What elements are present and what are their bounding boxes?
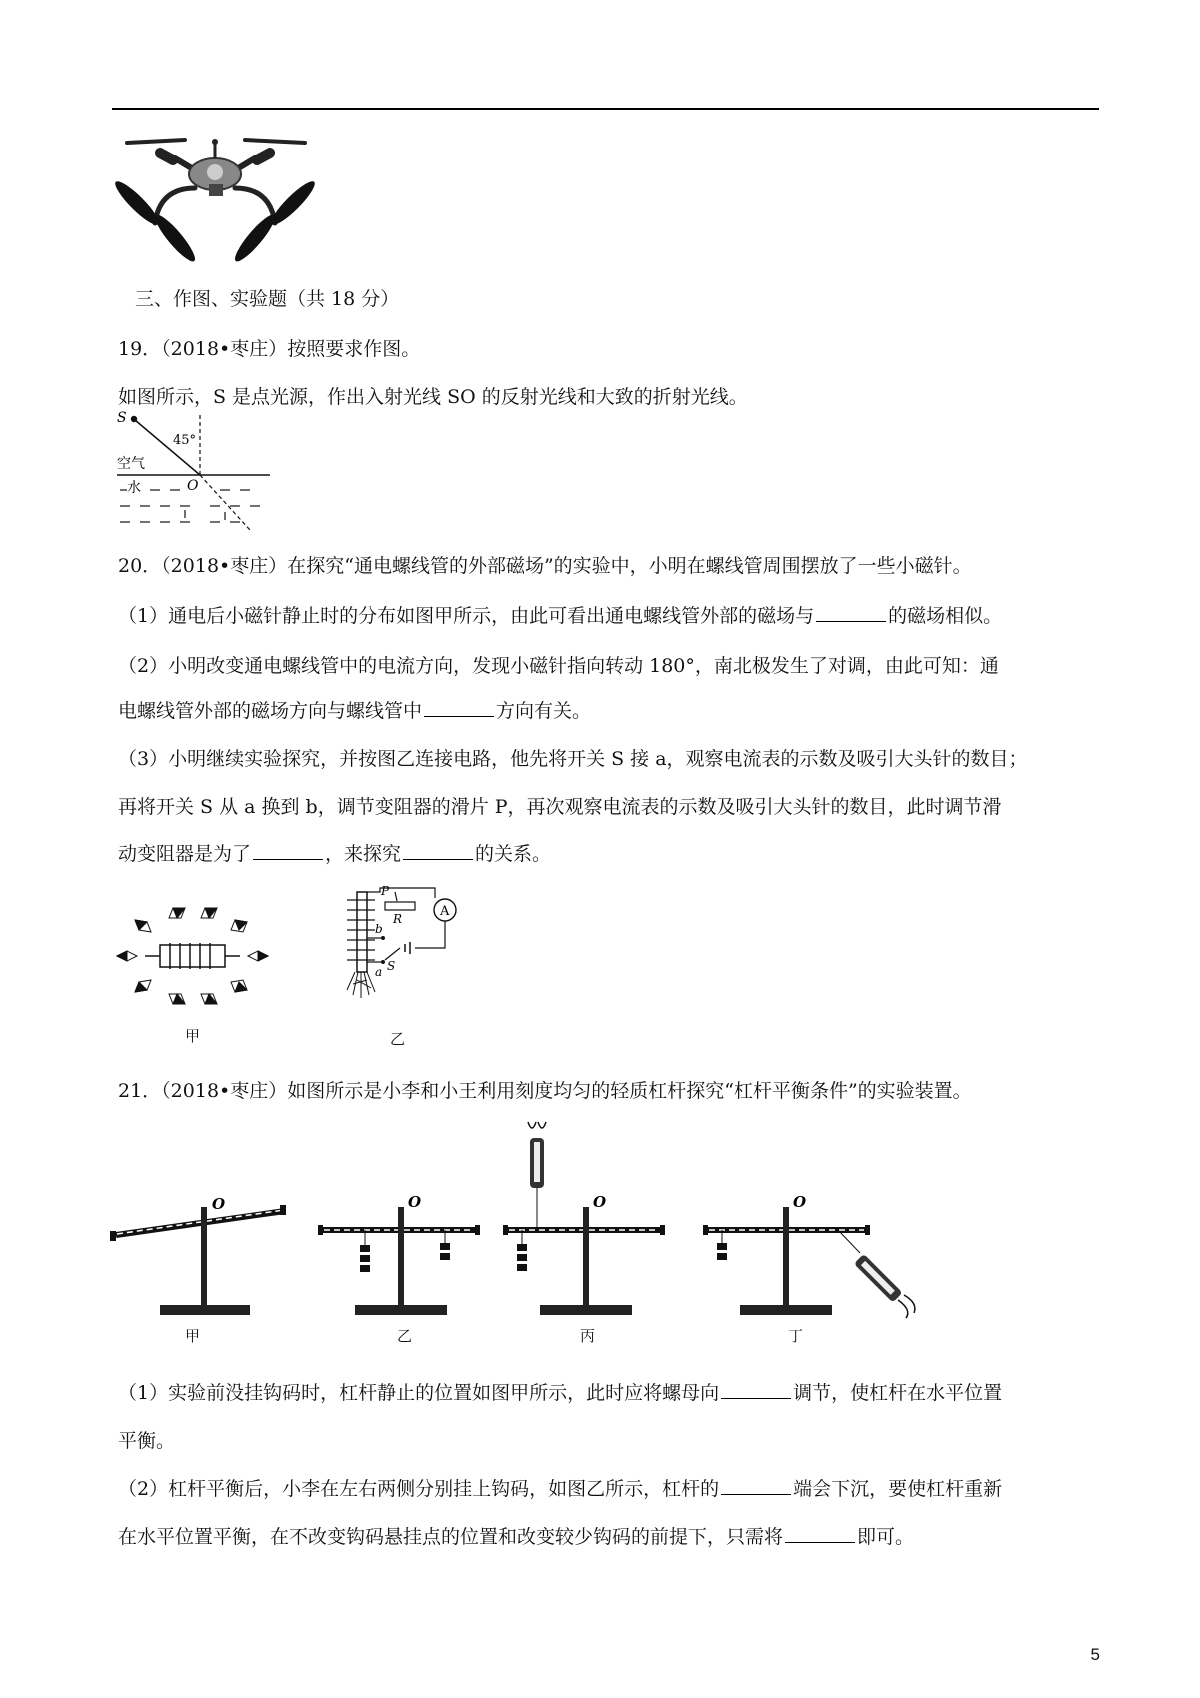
fig20-a-label: a xyxy=(375,965,383,979)
fig20-yi-label: 乙 xyxy=(390,1030,406,1048)
fig19-o-label: O xyxy=(187,478,199,494)
q20-part3-text-c: 的关系。 xyxy=(475,843,552,865)
drone-figure xyxy=(115,128,315,263)
answer-blank[interactable] xyxy=(721,1380,791,1399)
q21-part2-line1 xyxy=(118,1476,1002,1502)
q20-part2-text-a: 电螺线管外部的磁场方向与螺线管中 xyxy=(118,700,423,722)
lever-figure-jia xyxy=(110,1185,300,1320)
answer-blank[interactable] xyxy=(424,698,494,717)
fig21-jia-pivot: O xyxy=(212,1195,226,1213)
fig21-bing-label: 丙 xyxy=(580,1327,596,1345)
q20-part1 xyxy=(118,603,1002,629)
lever-figure-bing xyxy=(500,1120,670,1320)
q20-part3-line1: （3）小明继续实验探究，并按图乙连接电路，他先将开关 S 接 a，观察电流表的示数及吸引大头针的数目； xyxy=(118,748,1028,770)
fig19-s-label: S xyxy=(117,410,127,426)
q21-part2-text-a: （2）杠杆平衡后，小李在左右两侧分别挂上钩码，如图乙所示，杠杆的 xyxy=(118,1478,720,1500)
fig20-b-label: b xyxy=(375,922,383,936)
lever-figure-yi xyxy=(315,1185,485,1320)
lever-figure-ding xyxy=(700,1185,920,1320)
q21-part2-text-b: 端会下沉，要使杠杆重新 xyxy=(793,1478,1003,1500)
answer-blank[interactable] xyxy=(253,841,323,860)
q20-part3-line2: 再将开关 S 从 a 换到 b，调节变阻器的滑片 P，再次观察电流表的示数及吸引大头针的数目，此时调节滑 xyxy=(118,796,1002,818)
q21-part1-text-b: 调节，使杠杆在水平位置 xyxy=(793,1382,1003,1404)
fig20-jia-label: 甲 xyxy=(185,1027,201,1045)
q20-title: 20．（2018•枣庄）在探究“通电螺线管的外部磁场”的实验中，小明在螺线管周围摆放了一些小磁针。 xyxy=(118,555,972,577)
header-rule xyxy=(112,108,1099,110)
q21-part2-text-c: 在水平位置平衡，在不改变钩码悬挂点的位置和改变较少钩码的前提下，只需将 xyxy=(118,1526,784,1548)
q20-part1-text-b: 的磁场相似。 xyxy=(888,605,1003,627)
fig21-yi-label: 乙 xyxy=(397,1327,413,1345)
q20-part2-line2 xyxy=(118,698,591,724)
fig19-air-label: 空气 xyxy=(117,456,145,472)
q21-part1-text-a: （1）实验前没挂钩码时，杠杆静止的位置如图甲所示，此时应将螺母向 xyxy=(118,1382,720,1404)
fig20-r-label: R xyxy=(393,912,403,926)
answer-blank[interactable] xyxy=(721,1476,791,1495)
q21-part2-text-d: 即可。 xyxy=(857,1526,915,1548)
fig21-ding-pivot: O xyxy=(793,1193,807,1211)
q19-text: 如图所示，S 是点光源，作出入射光线 SO 的反射光线和大致的折射光线。 xyxy=(118,386,748,408)
q20-part2-line1: （2）小明改变通电螺线管中的电流方向，发现小磁针指向转动 180°，南北极发生了对调，由此可知：通 xyxy=(118,655,999,677)
q21-part1-line2: 平衡。 xyxy=(118,1430,176,1452)
refraction-figure xyxy=(115,410,270,535)
q21-part1-line1 xyxy=(118,1380,1002,1406)
fig20-s-label: S xyxy=(387,959,396,973)
q20-part3-text-b: ，来探究 xyxy=(325,843,402,865)
answer-blank[interactable] xyxy=(816,603,886,622)
solenoid-compass-figure xyxy=(115,900,270,1020)
q20-part3-text-a: 动变阻器是为了 xyxy=(118,843,252,865)
page-number: 5 xyxy=(1090,1645,1100,1664)
q20-part2-text-b: 方向有关。 xyxy=(496,700,592,722)
electromagnet-circuit-figure xyxy=(345,880,475,1015)
q21-part2-line2 xyxy=(118,1524,914,1550)
fig21-jia-label: 甲 xyxy=(185,1327,201,1345)
fig21-bing-pivot: O xyxy=(593,1193,607,1211)
q21-title: 21．（2018•枣庄）如图所示是小李和小王利用刻度均匀的轻质杠杆探究“杠杆平衡条件”的实验装置。 xyxy=(118,1080,972,1102)
q20-part3-line3 xyxy=(118,841,551,867)
fig20-p-label: P xyxy=(381,884,390,898)
fig19-angle-label: 45° xyxy=(173,433,197,448)
fig19-water-label: 水 xyxy=(127,480,141,496)
q19-title: 19．（2018•枣庄）按照要求作图。 xyxy=(118,338,421,360)
fig20-ammeter-label: A xyxy=(440,904,450,919)
answer-blank[interactable] xyxy=(403,841,473,860)
fig21-yi-pivot: O xyxy=(408,1193,422,1211)
q20-part1-text-a: （1）通电后小磁针静止时的分布如图甲所示，由此可看出通电螺线管外部的磁场与 xyxy=(118,605,815,627)
section-title: 三、作图、实验题（共 18 分） xyxy=(135,288,400,310)
answer-blank[interactable] xyxy=(785,1524,855,1543)
fig21-ding-label: 丁 xyxy=(788,1327,804,1345)
